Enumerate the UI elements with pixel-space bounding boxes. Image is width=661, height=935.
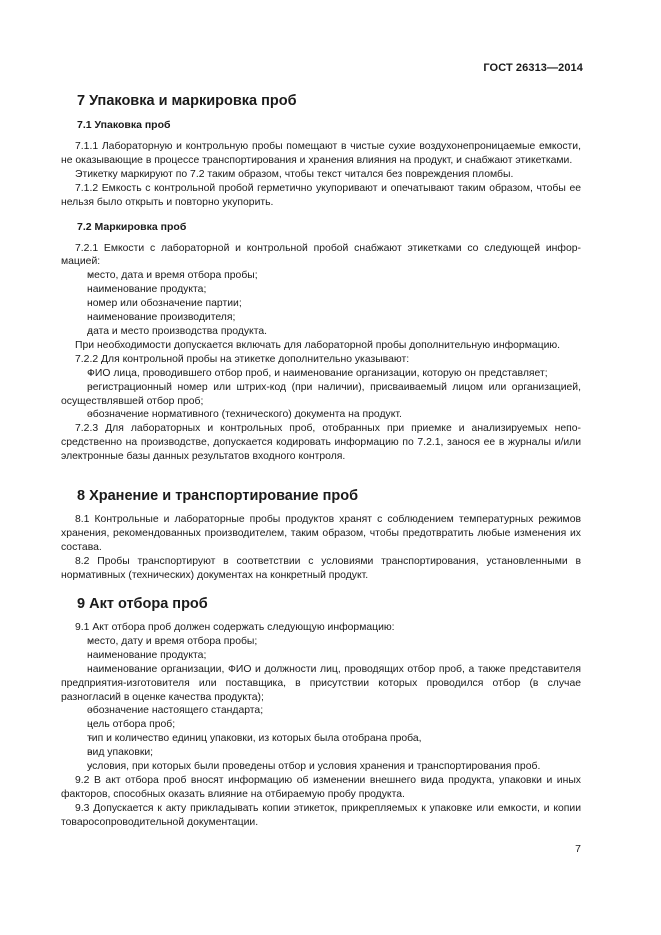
section-7-heading: 7 Упаковка и маркировка проб <box>77 93 297 109</box>
list-item: - наименование производителя; <box>61 311 581 325</box>
section-8-heading: 8 Хранение и транспортирование проб <box>77 488 359 504</box>
section-9 <box>61 595 581 830</box>
paragraph-7-1-2: 7.1.2 Емкость с контрольной пробой герметично укупоривают и опечатывают таким образом, чтобы ее нельзя было открыть и повторно укупорить. <box>61 182 581 208</box>
list-item: - регистрационный номер или штрих-код (при наличии), присваиваемый лицом или организацией, осуществлявшей отбор проб; <box>61 381 581 409</box>
paragraph-additional-info: При необходимости допускается включать для лабораторной пробы дополнительную информацию. <box>75 339 561 351</box>
paragraph-8-2: 8.2 Пробы транспортируют в соответствии с условиями транспортирования, установленными в нормативных (технических) документах на конкретный продукт. <box>61 555 581 581</box>
list-item: - тип и количество единиц упаковки, из которых была отобрана проба, <box>61 732 581 746</box>
list-item: - номер или обозначение партии; <box>61 297 581 311</box>
list-item: - место, дата и время отбора пробы; <box>61 269 581 283</box>
page-number: 7 <box>575 843 581 855</box>
standard-code-header: ГОСТ 26313—2014 <box>483 62 583 74</box>
paragraph-7-1-1: 7.1.1 Лабораторную и контрольную пробы помещают в чистые сухие воздухонепроницаемые емкости, не оказывающие в процессе транспортирования и хранения влияния на продукт, и снабжают этикетками. <box>61 141 581 166</box>
list-item: - ФИО лица, проводившего отбор проб, и наименование организации, которую он представляет; <box>61 367 581 381</box>
section-7 <box>61 92 581 464</box>
paragraph-9-2: 9.2 В акт отбора проб вносят информацию об изменении внешнего вида продукта, упаковки и иных факторов, способных оказать влияние на отбираемую пробу продукта. <box>61 774 581 800</box>
paragraph-7-2-2: 7.2.2 Для контрольной пробы на этикетке дополнительно указывают: <box>75 353 410 365</box>
list-item: - условия, при которых были проведены отбор и условия хранения и транспортирования проб. <box>61 760 581 774</box>
list-item: - цель отбора проб; <box>61 718 581 732</box>
list-item: - обозначение нормативного (технического) документа на продукт. <box>61 408 581 422</box>
list-item: - наименование продукта; <box>61 283 581 297</box>
list-item: - вид упаковки; <box>61 746 581 760</box>
list-item: - наименование продукта; <box>61 649 581 663</box>
section-8 <box>61 487 581 583</box>
paragraph-9-1: 9.1 Акт отбора проб должен содержать следующую информацию: <box>75 622 395 633</box>
list-item: - наименование организации, ФИО и должности лиц, проводящих отбор проб, а также представителя предприятия-изготовителя или поставщика, в присутствии которых проводился отбор (в случае разногласий в оценке качества продукта); <box>61 663 581 705</box>
subsection-7-1-heading: 7.1 Упаковка проб <box>77 119 171 131</box>
paragraph-8-1: 8.1 Контрольные и лабораторные пробы продуктов хранят с соблюдением температурных режимов хранения, рекомендованных производителем, таким образом, чтобы предотвратить любые изменения их состава. <box>61 514 581 553</box>
list-item: - обозначение настоящего стандарта; <box>61 704 581 718</box>
list-item: - дата и место производства продукта. <box>61 325 581 339</box>
paragraph-9-3: 9.3 Допускается к акту прикладывать копии этикеток, прикрепляемых к упаковке или емкости, и копии товаросопроводительной документации. <box>61 802 581 828</box>
section-9-heading: 9 Акт отбора проб <box>77 596 208 612</box>
subsection-7-2-heading: 7.2 Маркировка проб <box>77 220 187 233</box>
list-item: - место, дату и время отбора пробы; <box>61 635 581 649</box>
paragraph-label-marking: Этикетку маркируют по 7.2 таким образом, чтобы текст читался без повреждения пломбы. <box>75 168 514 180</box>
paragraph-7-2-3: 7.2.3 Для лабораторных и контрольных проб, отобранных при приемке и анализируемых непосредственно на производстве, допускается кодировать информацию по 7.2.1, занося ее в журналы и/или электронные базы данных результатов входного контроля. <box>61 423 581 463</box>
paragraph-7-2-1: 7.2.1 Емкости с лабораторной и контрольной пробой снабжают этикетками со следующей информацией: <box>61 242 581 268</box>
